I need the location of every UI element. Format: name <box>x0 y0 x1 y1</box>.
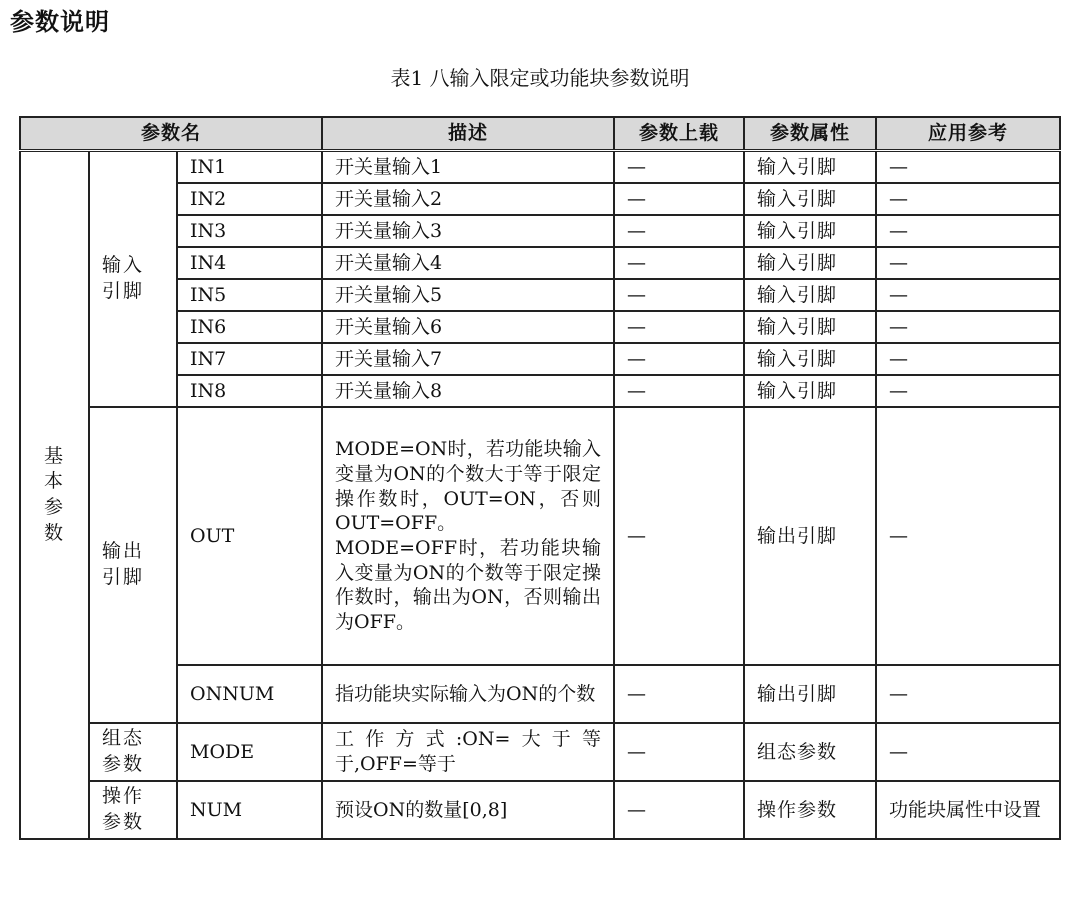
param-upload: — <box>614 407 744 665</box>
param-reference: — <box>876 311 1060 343</box>
param-description: 开关量输入8 <box>322 375 614 407</box>
param-description: 工作方式:ON=大于等于,OFF=等于 <box>322 723 614 781</box>
param-upload: — <box>614 215 744 247</box>
param-description: 预设ON的数量[0,8] <box>322 781 614 839</box>
param-description: 指功能块实际输入为ON的个数 <box>322 665 614 723</box>
param-attribute: 输入引脚 <box>744 279 876 311</box>
param-name: IN3 <box>177 215 322 247</box>
param-description: 开关量输入7 <box>322 343 614 375</box>
param-attribute: 输入引脚 <box>744 375 876 407</box>
param-description: 开关量输入6 <box>322 311 614 343</box>
param-reference: — <box>876 343 1060 375</box>
param-attribute: 输入引脚 <box>744 151 876 184</box>
param-name: MODE <box>177 723 322 781</box>
param-description: 开关量输入4 <box>322 247 614 279</box>
group-operation-params: 操作参数 <box>89 781 177 839</box>
param-description: 开关量输入1 <box>322 151 614 184</box>
param-description: MODE=ON时，若功能块输入变量为ON的个数大于等于限定操作数时，OUT=ON，否则OUT=OFF。 MODE=OFF时，若功能块输入变量为ON的个数等于限定操作数时，输出为ON，否则输出为OFF。 <box>322 407 614 665</box>
table-caption: 表1 八输入限定或功能块参数说明 <box>390 66 690 90</box>
param-description: 开关量输入2 <box>322 183 614 215</box>
param-attribute: 输入引脚 <box>744 215 876 247</box>
param-reference: — <box>876 407 1060 665</box>
param-name: IN6 <box>177 311 322 343</box>
group-output-pins: 输出引脚 <box>89 407 177 723</box>
header-attribute: 参数属性 <box>744 117 876 151</box>
param-attribute: 输出引脚 <box>744 407 876 665</box>
section-title: 参数说明 <box>10 8 110 36</box>
header-description: 描述 <box>322 117 614 151</box>
parameter-table <box>19 116 1061 840</box>
group-config-params: 组态参数 <box>89 723 177 781</box>
param-name: IN4 <box>177 247 322 279</box>
param-reference: — <box>876 215 1060 247</box>
param-name: OUT <box>177 407 322 665</box>
param-reference: — <box>876 375 1060 407</box>
param-reference: — <box>876 151 1060 184</box>
param-description: 开关量输入3 <box>322 215 614 247</box>
param-attribute: 组态参数 <box>744 723 876 781</box>
param-attribute: 操作参数 <box>744 781 876 839</box>
param-attribute: 输出引脚 <box>744 665 876 723</box>
param-attribute: 输入引脚 <box>744 183 876 215</box>
param-name: IN8 <box>177 375 322 407</box>
param-upload: — <box>614 183 744 215</box>
param-name: IN1 <box>177 151 322 184</box>
param-upload: — <box>614 151 744 184</box>
param-upload: — <box>614 375 744 407</box>
header-param-name: 参数名 <box>20 117 322 151</box>
table-row <box>20 781 1060 839</box>
param-name: IN2 <box>177 183 322 215</box>
param-reference: — <box>876 665 1060 723</box>
param-upload: — <box>614 311 744 343</box>
header-upload: 参数上载 <box>614 117 744 151</box>
param-attribute: 输入引脚 <box>744 311 876 343</box>
table-row <box>20 407 1060 665</box>
param-attribute: 输入引脚 <box>744 247 876 279</box>
table-row <box>20 723 1060 781</box>
param-reference: — <box>876 723 1060 781</box>
param-upload: — <box>614 247 744 279</box>
param-name: IN7 <box>177 343 322 375</box>
param-reference: — <box>876 183 1060 215</box>
param-name: NUM <box>177 781 322 839</box>
param-reference: — <box>876 247 1060 279</box>
param-upload: — <box>614 279 744 311</box>
group-basic-params: 基本参数 <box>20 151 89 840</box>
param-name: IN5 <box>177 279 322 311</box>
param-reference: — <box>876 279 1060 311</box>
param-attribute: 输入引脚 <box>744 343 876 375</box>
param-reference: 功能块属性中设置 <box>876 781 1060 839</box>
header-row <box>20 117 1060 151</box>
param-upload: — <box>614 781 744 839</box>
param-upload: — <box>614 343 744 375</box>
param-name: ONNUM <box>177 665 322 723</box>
table-row <box>20 151 1060 184</box>
header-reference: 应用参考 <box>876 117 1060 151</box>
group-input-pins: 输入引脚 <box>89 151 177 408</box>
param-description: 开关量输入5 <box>322 279 614 311</box>
param-upload: — <box>614 723 744 781</box>
param-upload: — <box>614 665 744 723</box>
